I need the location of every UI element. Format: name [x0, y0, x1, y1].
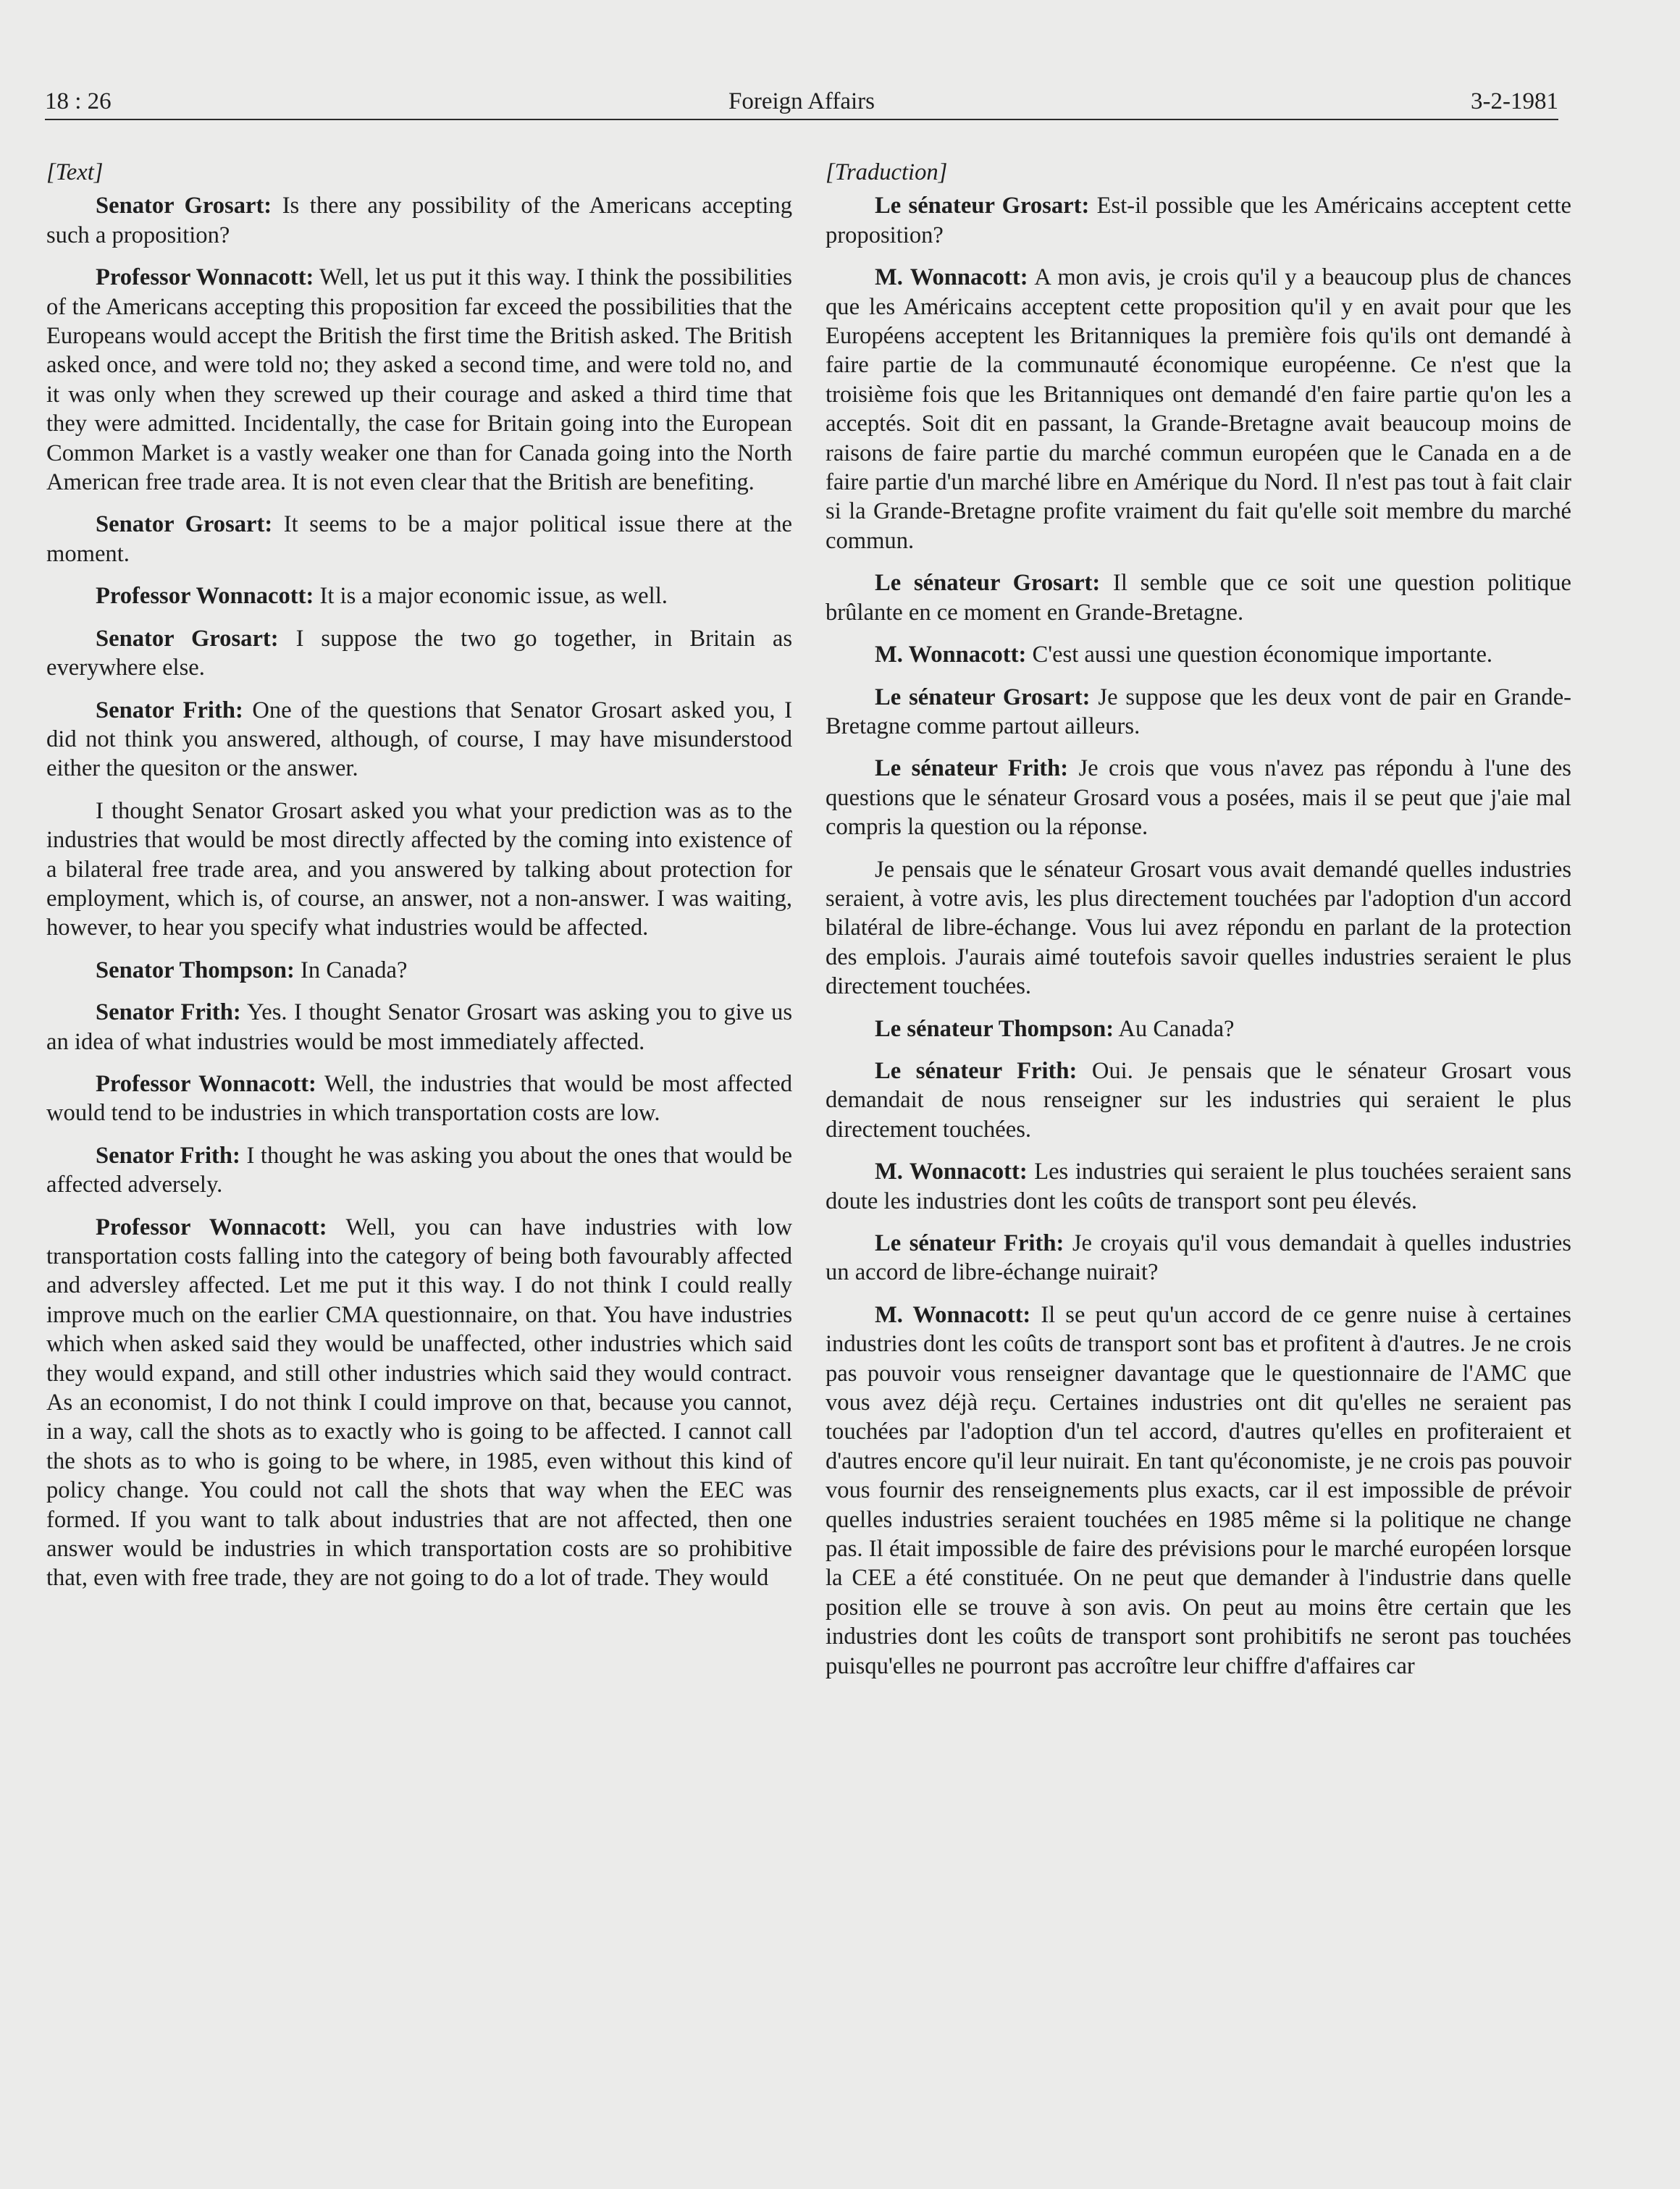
speaker-name: Professor Wonnacott:	[96, 264, 314, 291]
header-date: 3-2-1981	[1471, 88, 1558, 114]
paragraph	[826, 1014, 1571, 1043]
paragraph-text: A mon avis, je crois qu'il y a beaucoup plus de chances que les Américains acceptent cette proposition qu'il y en avait pour que les Européens acceptent les Britanniques la première fois qu'ils ont demandé à faire partie de la communauté économique européenne. Ce n'est que la troisième fois que les Britanniques ont demandé d'en faire partie qu'on les a acceptés. Soit dit en passant, la Grande-Bretagne avait beaucoup moins de raisons de faire partie du marché commun européen que le Canada en a de faire partie d'un marché libre en Amérique du Nord. Il n'est pas tout à fait clair si la Grande-Bretagne profite vraiment du fait qu'elle soit membre du marché commun.	[826, 264, 1572, 554]
speaker-name: Le sénateur Grosart:	[875, 570, 1101, 597]
paragraph-text: Oui. Je pensais que le sénateur Grosart vous demandait de nous renseigner sur les industries qui seraient le plus directement touchées.	[826, 1057, 1571, 1143]
page-header	[45, 81, 1558, 125]
speaker-name: Le sénateur Grosart:	[875, 193, 1090, 219]
paragraph-text: I thought Senator Grosart asked you what your prediction was as to the industries that would be most directly affected by the coming into existence of a bilateral free trade area, and you answered by talking about protection for employment, which is, of course, an answer, not a non-answer. I was waiting, however, to hear you specify what industries would be affected.	[46, 797, 792, 941]
header-rule	[45, 119, 1558, 120]
speaker-name: Senator Thompson:	[96, 957, 295, 983]
speaker-name: M. Wonnacott:	[875, 1301, 1031, 1328]
paragraph-text: Is there any possibility of the Americans accepting such a proposition?	[46, 193, 792, 248]
speaker-name: Le sénateur Frith:	[875, 1230, 1064, 1256]
paragraph	[46, 581, 792, 610]
paragraph-text: One of the questions that Senator Grosart asked you, I did not think you answered, although, of course, I may have misunderstood either the quesiton or the answer.	[46, 697, 792, 782]
speaker-name: M. Wonnacott:	[875, 1159, 1028, 1185]
paragraph	[46, 998, 792, 1056]
paragraph	[46, 1213, 792, 1593]
paragraph-text: Well, let us put it this way. I think the possibilities of the Americans accepting this proposition far exceed the possibilities that the Europeans would accept the British the first time the British asked. The British asked once, and were told no; they asked a second time, and were told no, and it was only when they screwed up their courage and asked a third time that they were admitted. Incidentally, the case for Britain going into the European Common Market is a vastly weaker one than for Canada going into the North American free trade area. It is not even clear that the British are benefiting.	[46, 264, 792, 496]
column-label: [Traduction]	[826, 159, 948, 185]
french-column	[826, 158, 1571, 1694]
paragraph-text: Je croyais qu'il vous demandait à quelles industries un accord de libre-échange nuirait?	[826, 1230, 1571, 1286]
paragraph	[46, 191, 792, 250]
paragraph	[826, 1056, 1571, 1144]
paragraph-text: Je crois que vous n'avez pas répondu à l'une des questions que le sénateur Grosard vous a posées, mais il se peut que j'aie mal compris la question ou la réponse.	[826, 755, 1571, 841]
journal-title: Foreign Affairs	[728, 88, 875, 114]
paragraph	[826, 1157, 1571, 1216]
paragraph-text: Je suppose que les deux vont de pair en Grande-Bretagne comme partout ailleurs.	[826, 684, 1571, 739]
paragraph	[826, 640, 1571, 669]
paragraph	[46, 624, 792, 683]
paragraph-text: I thought he was asking you about the ones that would be affected adversely.	[46, 1142, 792, 1198]
paragraph	[826, 1301, 1571, 1681]
speaker-name: Le sénateur Thompson:	[875, 1015, 1114, 1042]
paragraph-text: Il se peut qu'un accord de ce genre nuise à certaines industries dont les coûts de transport sont bas et profitent à d'autres. Je ne crois pas pouvoir vous renseigner davantage que le questionnaire de l'AMC que vous avez déjà reçu. Certaines industries ont dit qu'elles ne seraient pas touchées par l'adoption d'un tel accord, d'autres qu'elles en profiteraient et d'autres encore qu'il leur nuirait. En tant qu'économiste, je ne crois pas pouvoir vous fournir des renseignements plus exacts, car il est impossible de prévoir quelles industries seraient touchées en 1985 même si la politique ne change pas. Il était impossible de faire des prévisions pour le marché européen lorsque la CEE a été constituée. On ne peut que demander à l'industrie dans quelle position elle se trouve à son avis. On peut au moins être certain que les industries dont les coûts de transport sont prohibitifs ne seront pas touchées puisqu'elles ne pourront pas accroître leur chiffre d'affaires car	[826, 1301, 1571, 1679]
paragraph	[46, 956, 792, 985]
paragraph-text: Well, you can have industries with low transportation costs falling into the category of being both favourably affected and adversley affected. Let me put it this way. I do not think I could really improve much on the earlier CMA questionnaire, on that. You have industries which when asked said they would be unaffected, other industries which said they would expand, and still other industries which said they would contract. As an economist, I do not think I could improve on that, because you cannot, in a way, call the shots as to exactly who is going to be affected. I cannot call the shots as to who is going to be where, in 1985, even without this kind of policy change. You could not call the shots that way when the EEC was formed. If you want to talk about industries that are not affected, then one answer would be industries in which transportation costs are so prohibitive that, even with free trade, they are not going to do a lot of trade. They would	[46, 1214, 792, 1592]
speaker-name: Senator Frith:	[96, 697, 243, 723]
paragraph	[826, 855, 1571, 1001]
paragraph-text: I suppose the two go together, in Britain as everywhere else.	[46, 625, 793, 681]
column-label: [Text]	[46, 159, 104, 185]
paragraph-text: It is a major economic issue, as well.	[314, 583, 668, 610]
paragraph	[826, 263, 1571, 555]
speaker-name: Le sénateur Frith:	[875, 755, 1069, 782]
paragraph-text: Les industries qui seraient le plus touchées seraient sans doute les industries dont les coûts de transport sont peu élevés.	[826, 1159, 1572, 1214]
speaker-name: Senator Grosart:	[96, 625, 279, 652]
paragraph-text: Well, the industries that would be most affected would tend to be industries in which transportation costs are low.	[46, 1070, 792, 1127]
paragraph	[46, 696, 792, 783]
speaker-name: M. Wonnacott:	[875, 642, 1027, 668]
speaker-name: Professor Wonnacott:	[96, 1214, 327, 1240]
paragraph	[826, 191, 1571, 250]
paragraph-text: Est-il possible que les Américains acceptent cette proposition?	[826, 193, 1571, 248]
speaker-name: Professor Wonnacott:	[96, 1070, 316, 1097]
paragraph-text: Il semble que ce soit une question politique brûlante en ce moment en Grande-Bretagne.	[826, 570, 1571, 626]
paragraph-text: It seems to be a major political issue there at the moment.	[46, 511, 792, 567]
paragraph	[826, 683, 1571, 741]
paragraph	[46, 1070, 792, 1128]
paragraph	[46, 1141, 792, 1200]
speaker-name: Senator Grosart:	[96, 193, 272, 219]
paragraph-text: C'est aussi une question économique importante.	[1026, 642, 1493, 668]
speaker-name: M. Wonnacott:	[875, 264, 1028, 291]
paragraph	[826, 1229, 1571, 1287]
page-number: 18 : 26	[45, 88, 112, 114]
paragraph-text: In Canada?	[294, 957, 408, 983]
speaker-name: Professor Wonnacott:	[96, 583, 314, 610]
paragraph	[46, 263, 792, 497]
english-column	[46, 158, 792, 1606]
paragraph	[46, 510, 792, 568]
speaker-name: Le sénateur Grosart:	[875, 684, 1091, 710]
paragraph-text: Yes. I thought Senator Grosart was asking you to give us an idea of what industries would be most immediately affected.	[46, 999, 792, 1055]
paragraph-text: Je pensais que le sénateur Grosart vous avait demandé quelles industries seraient, à votre avis, les plus directement touchées par l'adoption d'un accord bilatéral de libre-échange. Vous lui avez répondu en parlant de la protection des emplois. J'aurais aimé toutefois savoir quelles industries seraient le plus directement touchées.	[826, 856, 1571, 1000]
paragraph	[826, 568, 1571, 627]
speaker-name: Senator Frith:	[96, 1142, 240, 1169]
paragraph-text: Au Canada?	[1114, 1015, 1235, 1042]
speaker-name: Senator Frith:	[96, 999, 241, 1026]
paragraph	[826, 754, 1571, 841]
paragraph	[46, 797, 792, 943]
speaker-name: Senator Grosart:	[96, 511, 273, 538]
speaker-name: Le sénateur Frith:	[875, 1057, 1078, 1084]
